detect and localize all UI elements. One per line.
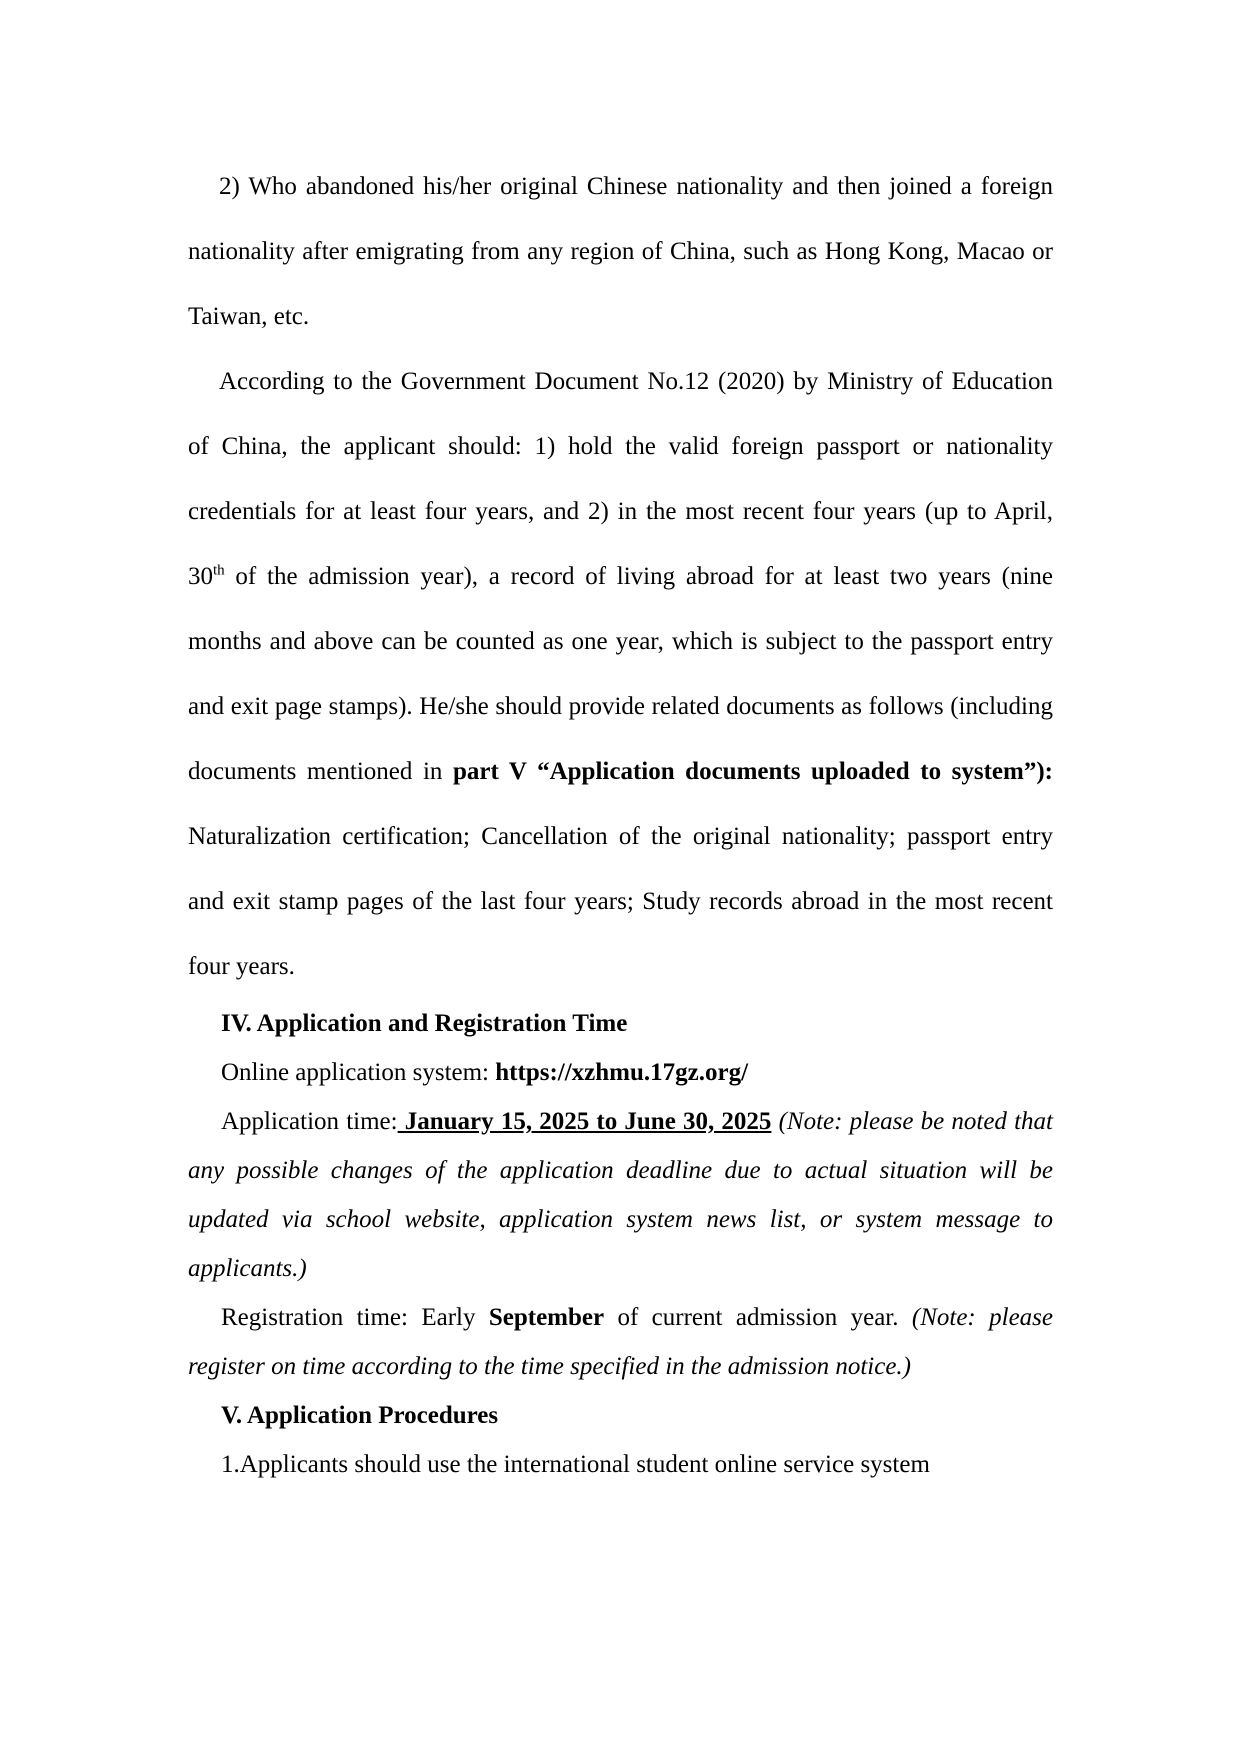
heading-section-v (188, 1391, 1053, 1440)
application-period: January 15, 2025 to June 30, 2025 (397, 1108, 772, 1135)
text-run: Application time: (221, 1108, 398, 1135)
application-time-note: (Note: please be noted that any possible changes of the application deadline due to actual situation will be updated via school website, application system news list, or system message to applicants.) (188, 1108, 1053, 1282)
text-run: According to the Government Document No.12 (2020) by Ministry of Education of China, the applicant should: 1) hold the valid foreign passport or nationality credentials for at least four years, and 2) in the most recent four years (up to April, 30 (188, 368, 1053, 590)
paragraph-online-application-system (188, 1048, 1053, 1097)
paragraph-applicants-online-service (188, 1440, 1053, 1489)
text-run: of current admission year. (604, 1304, 912, 1331)
online-system-url: https://xzhmu.17gz.org/ (495, 1059, 749, 1086)
registration-month: September (488, 1304, 605, 1331)
section-v-title: V. Application Procedures (221, 1402, 499, 1429)
text-run: Registration time: Early (221, 1304, 489, 1331)
text-run (771, 1108, 778, 1135)
heading-section-iv (188, 999, 1053, 1048)
text-run: Naturalization certification; Cancellation of the original nationality; passport entry and exit stamp pages of the last four years; Study records abroad in the most recent four years. (188, 823, 1053, 980)
registration-time-note: (Note: please register on time according to the time specified in the admission notice.) (188, 1304, 1053, 1380)
text-run: 2) Who abandoned his/her original Chinese nationality and then joined a foreign nationality after emigrating from any region of China, such as Hong Kong, Macao or Taiwan, etc. (188, 173, 1053, 330)
superscript-th: th (213, 562, 225, 579)
text-run: 1.Applicants should use the international student online service system (221, 1451, 930, 1478)
text-run: Online application system: (221, 1059, 496, 1086)
part-v-reference: part V “Application documents uploaded to system”): (452, 758, 1053, 785)
paragraph-abandoned-nationality (188, 154, 1053, 349)
section-iv-title: IV. Application and Registration Time (221, 1010, 628, 1037)
paragraph-application-time (188, 1097, 1053, 1293)
text-run: of the admission year), a record of living abroad for at least two years (nine months and above can be counted as one year, which is subject to the passport entry and exit page stamps). He/she should provide related documents as follows (including documents mentioned in (188, 563, 1053, 785)
paragraph-registration-time (188, 1293, 1053, 1391)
paragraph-government-document-requirements (188, 349, 1053, 999)
